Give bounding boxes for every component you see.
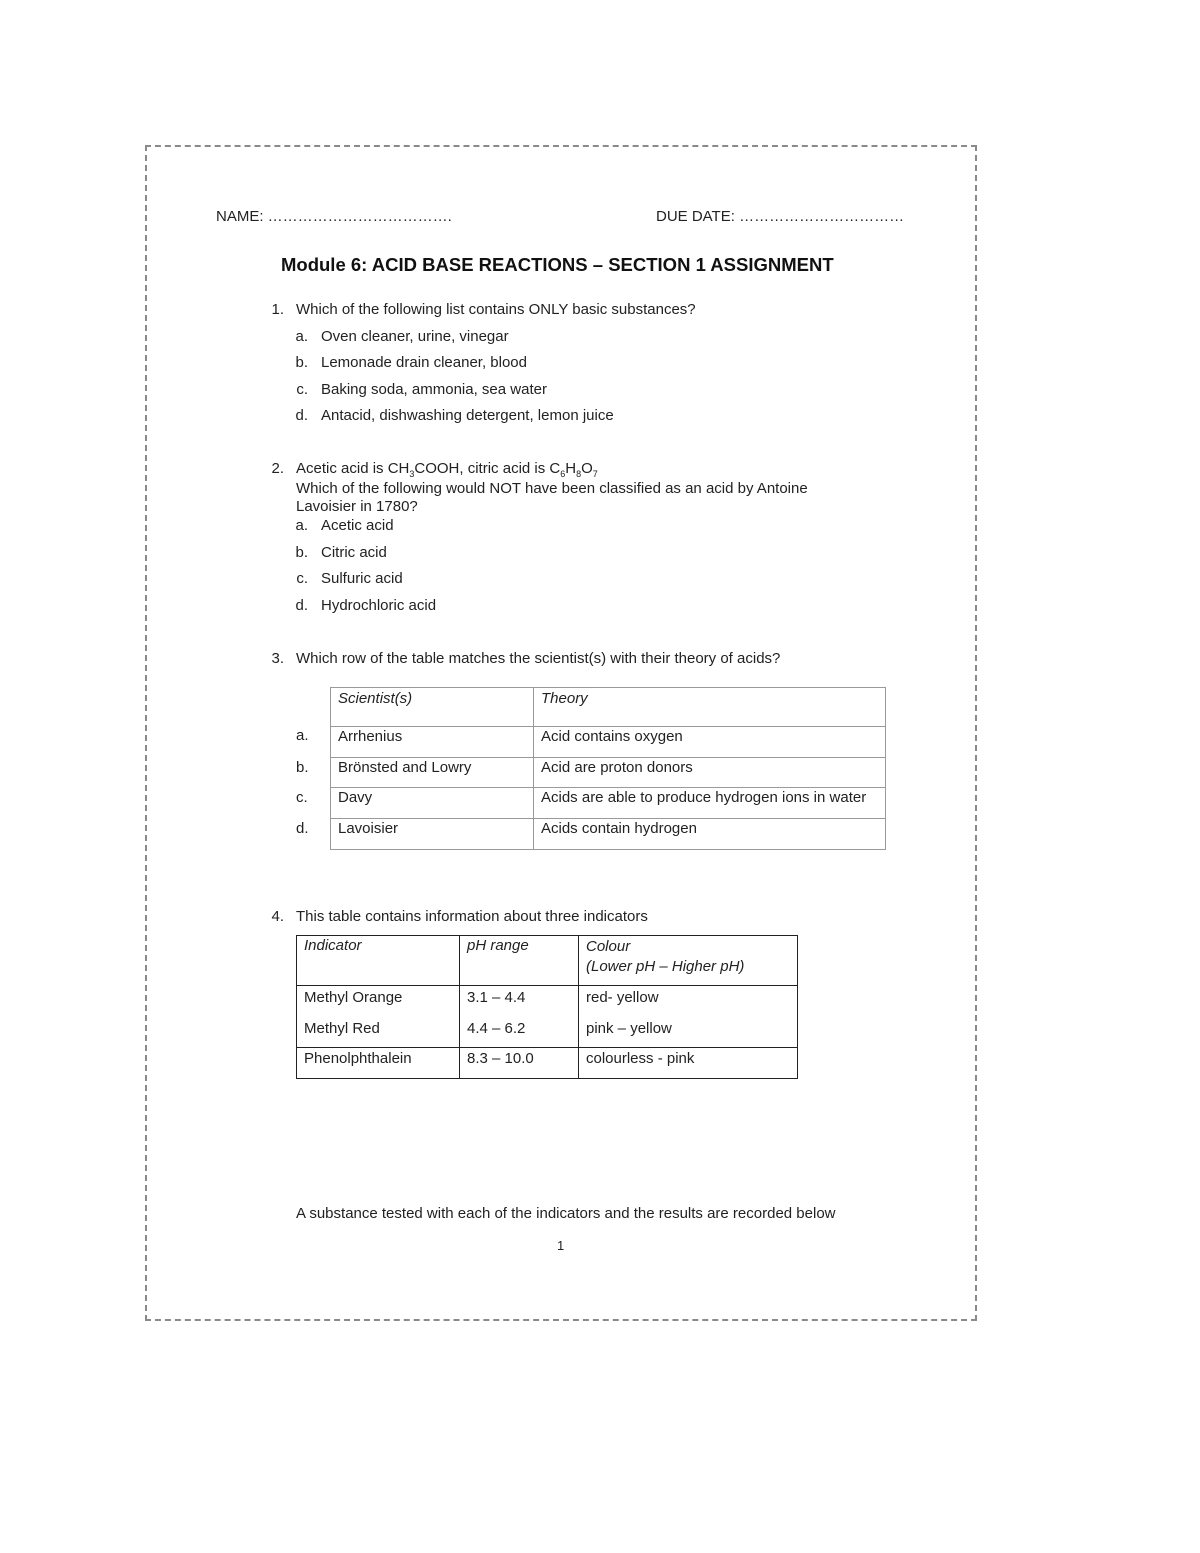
q2-option-letter: a. <box>295 517 308 534</box>
q2-option-d: Hydrochloric acid <box>321 597 437 614</box>
q2-option-letter: c. <box>296 570 308 587</box>
table-cell: colourless - pink <box>579 1048 798 1079</box>
colour-subheader: (Lower pH – Higher pH) <box>586 958 745 975</box>
table-cell: pink – yellow <box>579 1017 798 1048</box>
q1-option-letter: a. <box>295 328 308 345</box>
table-cell: Acid contains oxygen <box>534 727 886 758</box>
q1-option-letter: c. <box>296 381 308 398</box>
q3-number: 3. <box>271 650 284 667</box>
table-header: pH range <box>460 936 579 986</box>
table-cell: 8.3 – 10.0 <box>460 1048 579 1079</box>
table-cell: Methyl Red <box>297 1017 460 1048</box>
table-cell: red- yellow <box>579 986 798 1017</box>
q4-footer-text: A substance tested with each of the indicators and the results are recorded below <box>296 1205 836 1222</box>
q1-option-d: Antacid, dishwashing detergent, lemon juice <box>321 407 614 424</box>
q2-number: 2. <box>271 460 284 477</box>
row-letter: b. <box>296 759 309 776</box>
q1-option-letter: d. <box>295 407 308 424</box>
q2-option-letter: d. <box>295 597 308 614</box>
table-cell: Acids are able to produce hydrogen ions in water <box>534 788 886 819</box>
table-cell: 3.1 – 4.4 <box>460 986 579 1017</box>
table-header: Scientist(s) <box>331 688 534 727</box>
q4-number: 4. <box>271 908 284 925</box>
table-cell: Acids contain hydrogen <box>534 819 886 850</box>
table-header <box>579 936 798 986</box>
indicator-table <box>296 935 798 1079</box>
table-cell: 4.4 – 6.2 <box>460 1017 579 1048</box>
table-cell: Lavoisier <box>331 819 534 850</box>
q1-option-a: Oven cleaner, urine, vinegar <box>321 328 509 345</box>
q1-option-c: Baking soda, ammonia, sea water <box>321 381 547 398</box>
q1-text: Which of the following list contains ONLY basic substances? <box>296 301 696 318</box>
q1-option-letter: b. <box>295 354 308 371</box>
table-cell: Davy <box>331 788 534 819</box>
row-letter: d. <box>296 820 309 837</box>
colour-header: Colour <box>586 938 631 955</box>
q3-text: Which row of the table matches the scientist(s) with their theory of acids? <box>296 650 781 667</box>
page-number: 1 <box>557 1238 565 1253</box>
table-cell: Brönsted and Lowry <box>331 758 534 788</box>
table-cell: Methyl Orange <box>297 986 460 1017</box>
scientist-theory-table <box>330 687 886 850</box>
table-cell: Phenolphthalein <box>297 1048 460 1079</box>
due-date-field: DUE DATE: …………………………… <box>656 208 905 225</box>
q4-text: This table contains information about three indicators <box>296 908 648 925</box>
table-header: Indicator <box>297 936 460 986</box>
name-field: NAME: ………………………………. <box>216 208 452 225</box>
q2-option-c: Sulfuric acid <box>321 570 403 587</box>
q1-option-b: Lemonade drain cleaner, blood <box>321 354 527 371</box>
row-letter: a. <box>296 727 309 744</box>
q1-number: 1. <box>271 301 284 318</box>
q2-option-a: Acetic acid <box>321 517 394 534</box>
table-cell: Acid are proton donors <box>534 758 886 788</box>
row-letter: c. <box>296 789 308 806</box>
q2-text: Which of the following would NOT have been classified as an acid by Antoine Lavoisier in 1780? <box>296 480 808 515</box>
q2-option-b: Citric acid <box>321 544 387 561</box>
q2-option-letter: b. <box>295 544 308 561</box>
table-cell: Arrhenius <box>331 727 534 758</box>
table-header: Theory <box>534 688 886 727</box>
page-title: Module 6: ACID BASE REACTIONS – SECTION 1 ASSIGNMENT <box>281 254 834 275</box>
q2-formula-line: Acetic acid is $CH_3COOH$, citric acid is $C_6H_8O_7$ <box>296 460 598 479</box>
